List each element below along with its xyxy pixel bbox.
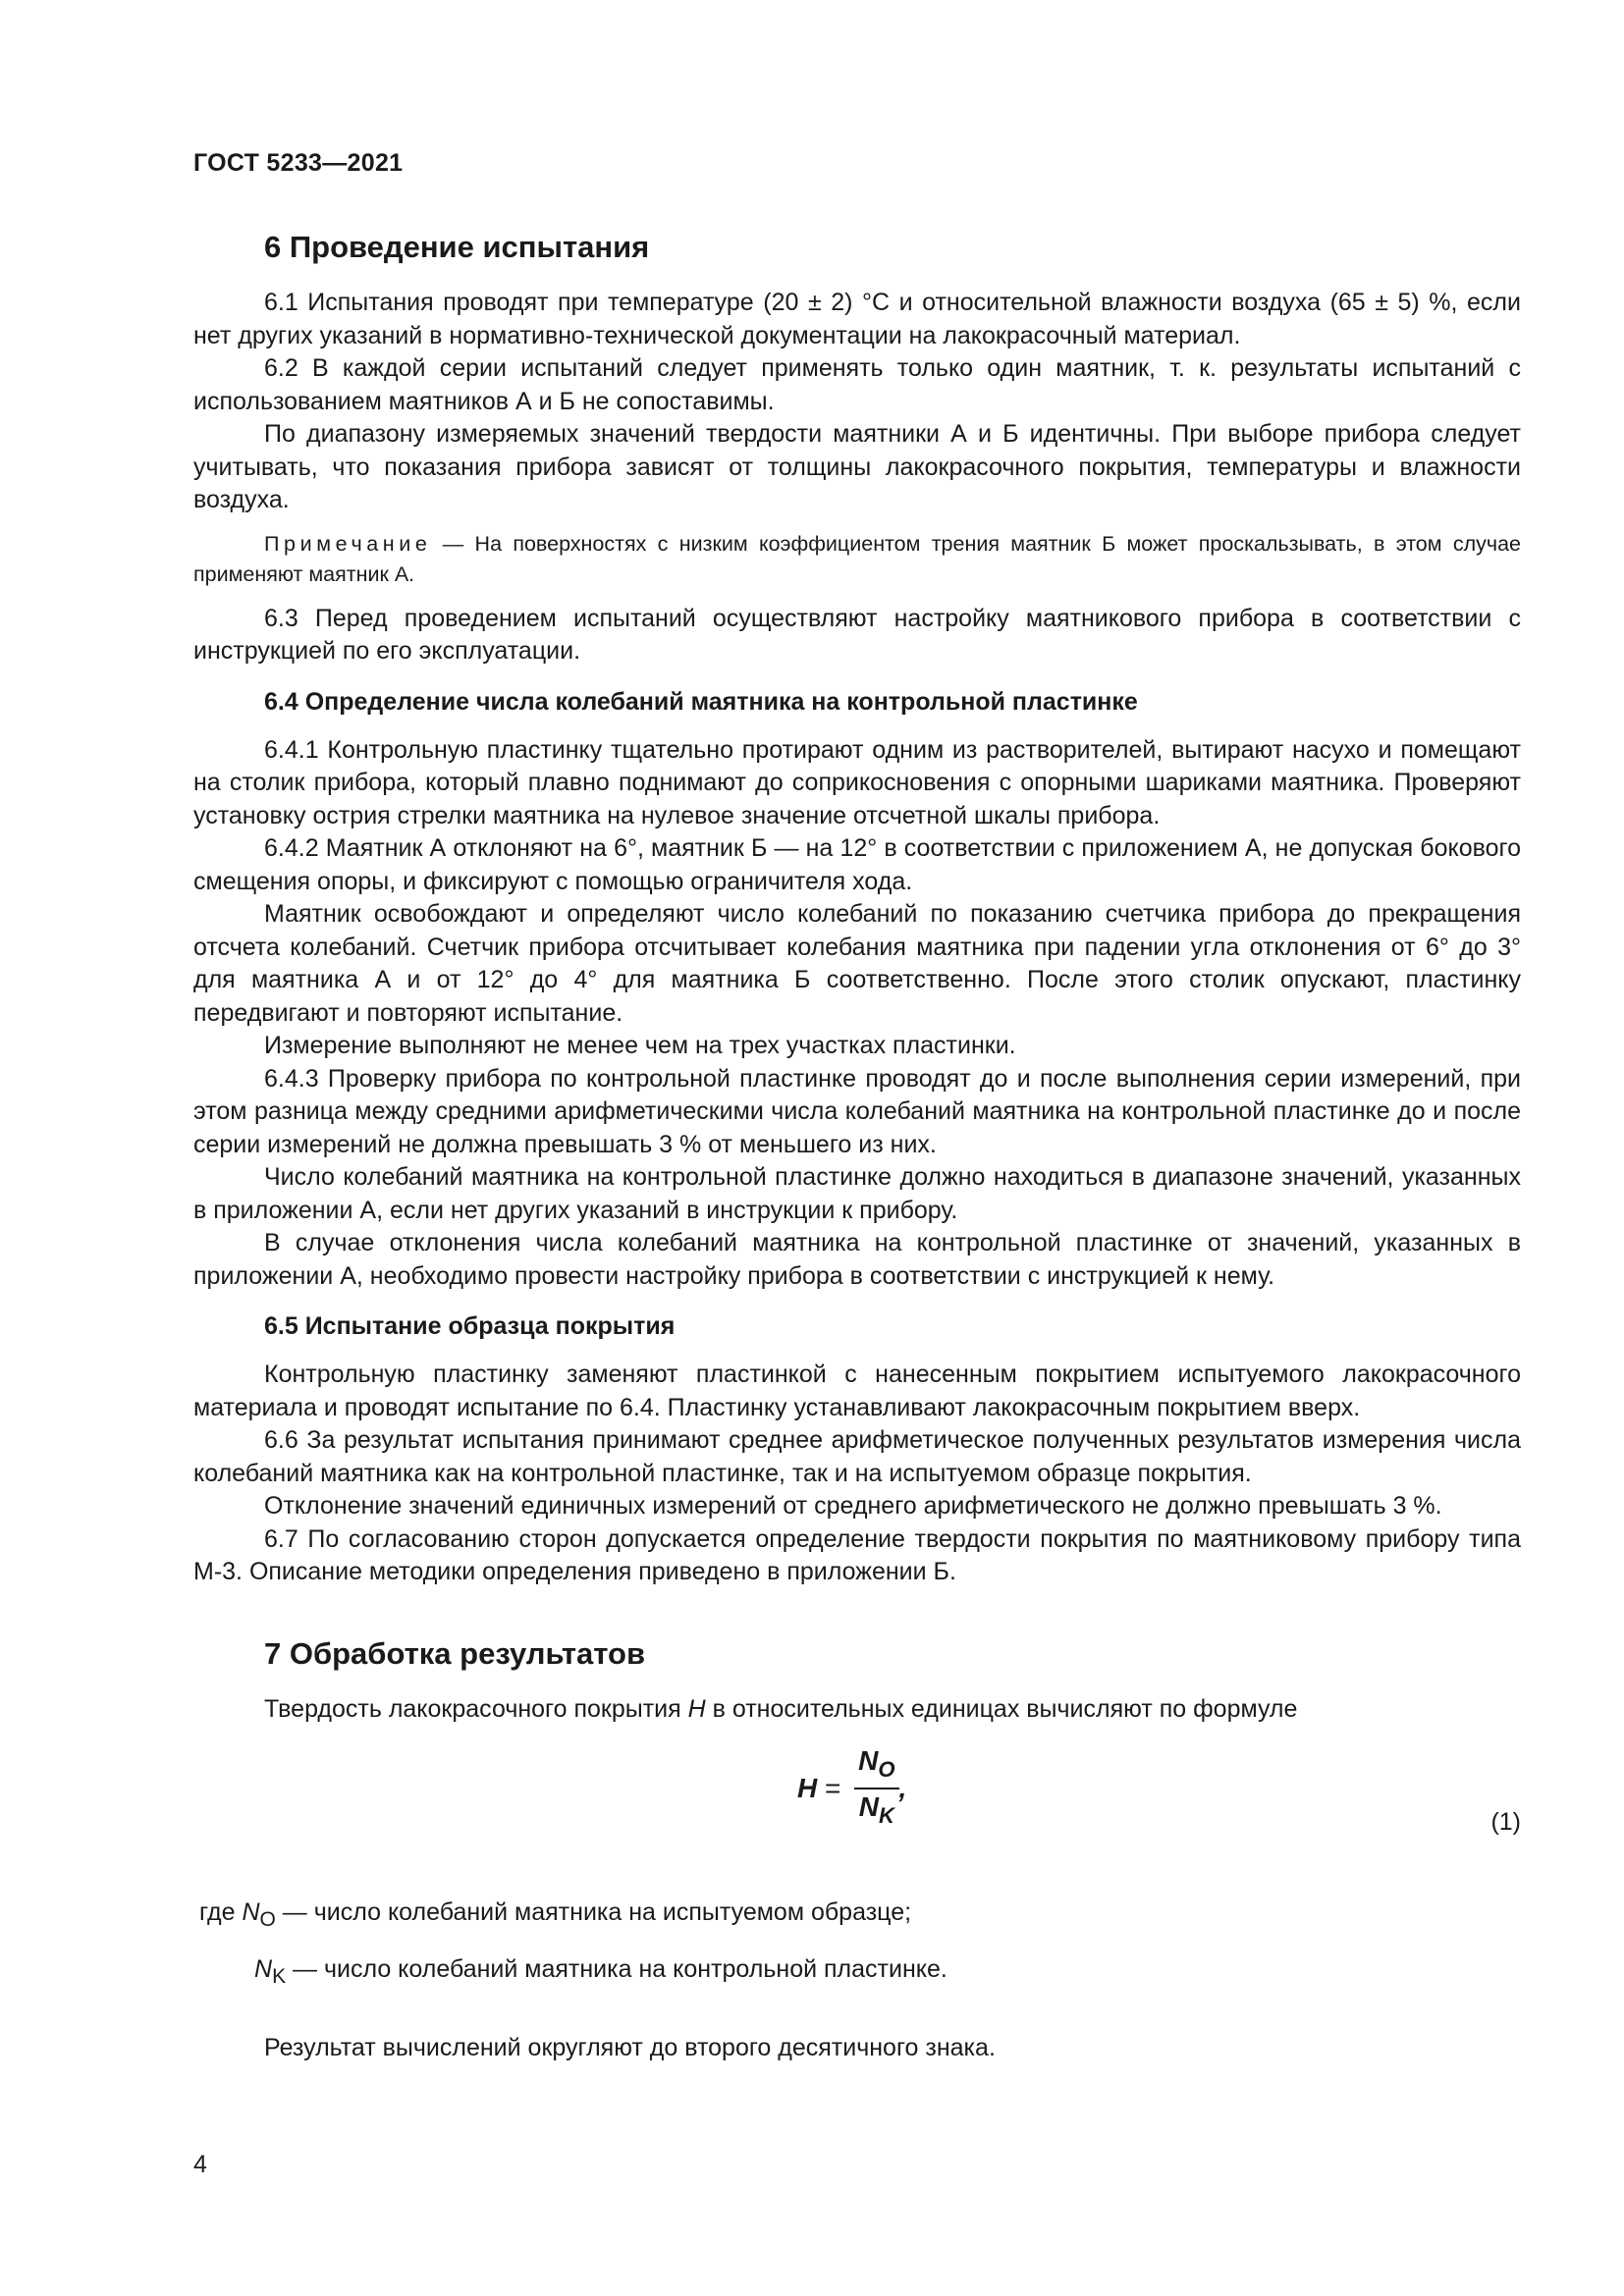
note (193, 529, 1521, 590)
definition-n-o-symbol (242, 1896, 275, 1936)
subsection-6-5-title: 6.5 Испытание образца покрытия (264, 1312, 676, 1340)
document-body (193, 228, 1521, 2065)
paragraph-7-intro (193, 1693, 1521, 1727)
definition-n-o-subscript: O (259, 1908, 276, 1931)
formula-equals: = (817, 1773, 849, 1804)
numerator-subscript: O (878, 1757, 895, 1782)
subsection-6-4-title: 6.4 Определение числа колебаний маятника на контрольной пластинке (264, 687, 1138, 716)
definition-n-o-text: — число колебаний маятника на испытуемом образце; (275, 1898, 912, 1926)
paragraph-6-4-3-continued: Число колебаний маятника на контрольной пластинке должно находиться в диапазоне значений, указанных в приложении А, если нет других указаний в инструкции к прибору. (193, 1163, 1521, 1224)
definition-n-k-symbol (254, 1953, 286, 1993)
paragraph-6-4-2-continued: Маятник освобождают и определяют число колебаний по показанию счетчика прибора до прекращения отсчета колебаний. Счетчик прибора отсчитывает колебания маятника при падении угла отклонения от 6° до 3° для маятника А и от 12° до 4° для маятника Б соответственно. После этого столик опускают, пластинку передвигают и повторяют испытание. (193, 900, 1521, 1027)
paragraph-6-4-2: 6.4.2 Маятник А отклоняют на 6°, маятник Б — на 12° в соответствии с приложением А, не допуская бокового смещения опоры, и фиксируют с помощью ограничителя хода. (193, 834, 1521, 895)
intro-text-after: в относительных единицах вычисляют по формуле (705, 1694, 1298, 1723)
formula-block (193, 1745, 1521, 1861)
numerator-variable: N (858, 1745, 879, 1776)
paragraph-7-result: Результат вычислений округляют до второго десятичного знака. (264, 2034, 996, 2061)
definition-n-o-variable: N (242, 1898, 260, 1926)
definition-n-k (193, 1953, 1521, 1993)
variable-definitions (193, 1896, 1521, 1993)
paragraph-6-4-1: 6.4.1 Контрольную пластинку тщательно протирают одним из растворителей, вытирают насухо и помещают на столик прибора, который плавно поднимают до соприкосновения с опорными шариками маятника. Проверяют установку острия стрелки маятника на нулевое значение отсчетной шкалы прибора. (193, 735, 1521, 829)
paragraph-6-6-continued: Отклонение значений единичных измерений от среднего арифметического не должно превышать 3 %. (264, 1492, 1442, 1520)
paragraph-6-5: Контрольную пластинку заменяют пластинкой с нанесенным покрытием испытуемого лакокрасочного материала и проводят испытание по 6.4. Пластинку устанавливают лакокрасочным покрытием вверх. (193, 1361, 1521, 1421)
note-label: Примечание (264, 531, 432, 556)
paragraph-6-2-continued: По диапазону измеряемых значений твердости маятники А и Б идентичны. При выборе прибора следует учитывать, что показания прибора зависят от толщины лакокрасочного покрытия, температуры и влажности воздуха. (193, 420, 1521, 513)
page-number: 4 (193, 2151, 207, 2178)
paragraph-6-1: 6.1 Испытания проводят при температуре (20 ± 2) °С и относительной влажности воздуха (65 ± 5) %, если нет других указаний в нормативно-технической документации на лакокрасочный материал. (193, 289, 1521, 349)
denominator-subscript: K (879, 1803, 894, 1828)
where-word: где (199, 1898, 243, 1926)
formula-numerator (854, 1745, 898, 1789)
document-header: ГОСТ 5233—2021 (193, 149, 404, 177)
paragraph-6-4-2-measurement: Измерение выполняют не менее чем на трех участках пластинки. (264, 1032, 1016, 1059)
section-6-title: 6 Проведение испытания (264, 230, 650, 264)
formula-fraction (854, 1745, 898, 1832)
formula (797, 1745, 906, 1832)
denominator-variable: N (858, 1791, 879, 1822)
formula-denominator (855, 1789, 898, 1832)
paragraph-6-4-3-deviation: В случае отклонения числа колебаний маятника на контрольной пластинке от значений, указанных в приложении А, необходимо провести настройку прибора в соответствии с инструкцией к нему. (193, 1229, 1521, 1290)
definition-n-k-text: — число колебаний маятника на контрольной пластинке. (286, 1955, 947, 1983)
paragraph-6-2: 6.2 В каждой серии испытаний следует применять только один маятник, т. к. результаты испытаний с использованием маятников А и Б не сопоставимы. (193, 354, 1521, 415)
formula-number: (1) (1490, 1808, 1521, 1836)
intro-text-before: Твердость лакокрасочного покрытия (264, 1694, 688, 1723)
paragraph-6-6: 6.6 За результат испытания принимают среднее арифметическое полученных результатов измерения числа колебаний маятника как на контрольной пластинке, так и на испытуемом образце покрытия. (193, 1426, 1521, 1487)
formula-lhs: H (797, 1773, 818, 1804)
definition-n-o (193, 1896, 1521, 1936)
intro-variable: H (687, 1694, 706, 1723)
section-7-title: 7 Обработка результатов (264, 1635, 646, 1671)
paragraph-6-3: 6.3 Перед проведением испытаний осуществляют настройку маятникового прибора в соответствии с инструкцией по его эксплуатации. (193, 604, 1521, 665)
formula-comma: , (898, 1773, 907, 1804)
definition-n-k-subscript: K (272, 1965, 287, 1988)
note-text: — На поверхностях с низким коэффициентом трения маятник Б может проскальзывать, в этом случае применяют маятник А. (193, 531, 1521, 586)
paragraph-6-7: 6.7 По согласованию сторон допускается определение твердости покрытия по маятниковому прибору типа М-3. Описание методики определения приведено в приложении Б. (193, 1524, 1521, 1585)
definition-n-k-variable: N (254, 1955, 273, 1983)
paragraph-6-4-3: 6.4.3 Проверку прибора по контрольной пластинке проводят до и после выполнения серии измерений, при этом разница между средними арифметическими числа колебаний маятника на контрольной пластинке до и после серии измерений не должна превышать 3 % от меньшего из них. (193, 1064, 1521, 1158)
